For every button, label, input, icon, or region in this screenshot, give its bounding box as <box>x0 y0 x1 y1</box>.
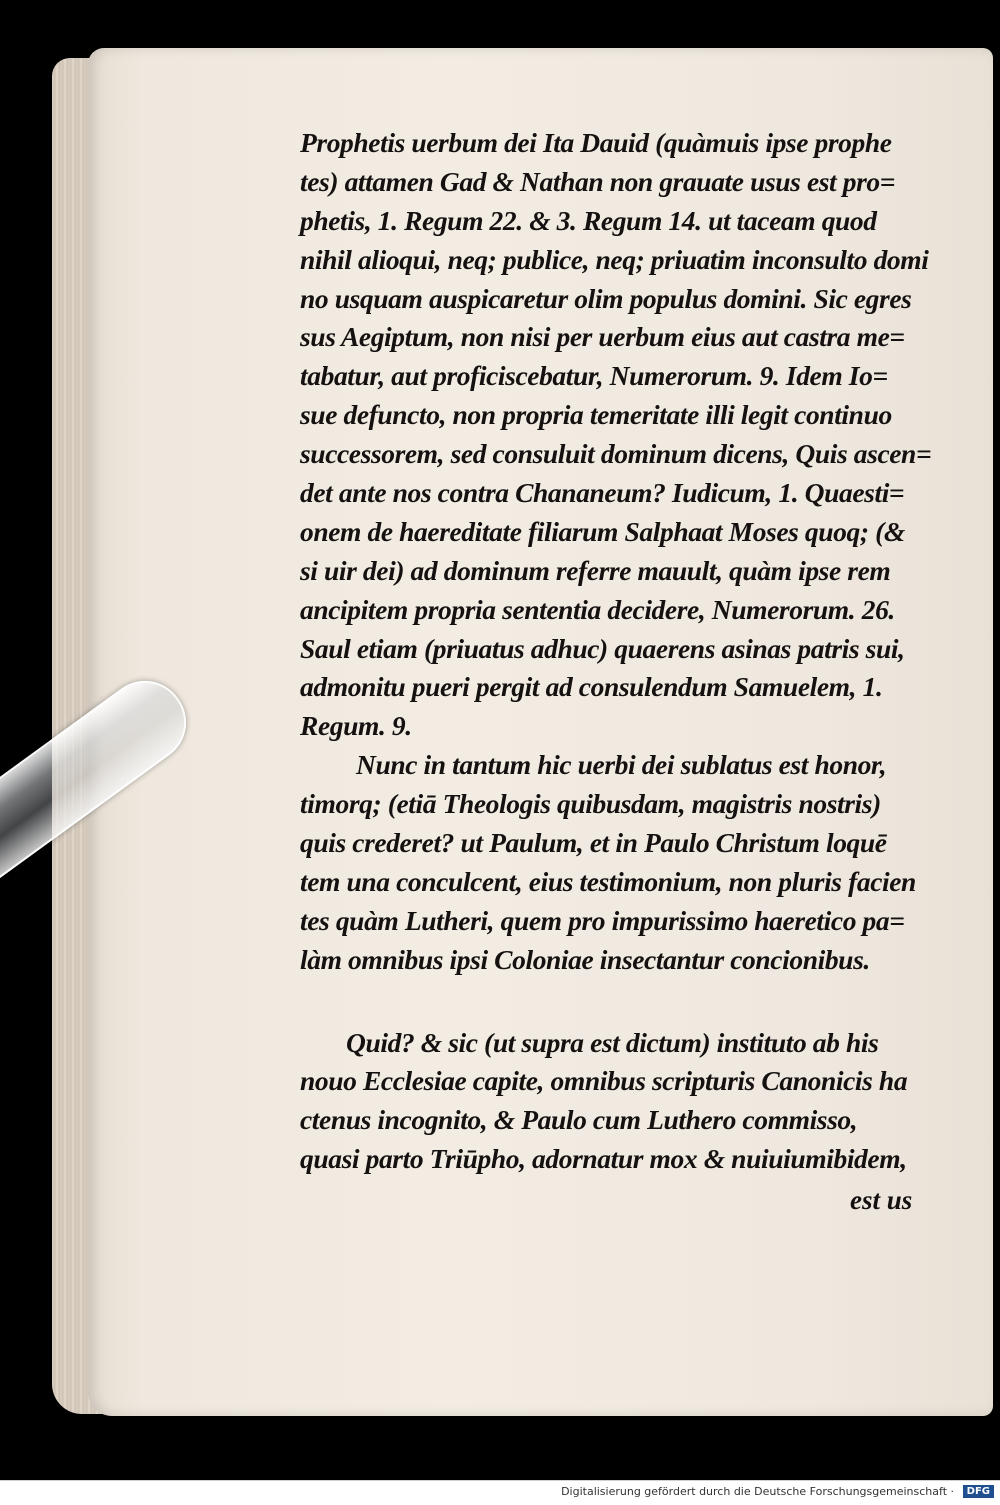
text-line: det ante nos contra Chananeum? Iudicum, 1. Quaesti= <box>300 477 905 509</box>
page-text <box>300 124 950 1179</box>
paragraph-2-line: tem una conculcent, eius testimonium, non pluris facien <box>300 865 916 897</box>
text-line: onem de haereditate filiarum Salphaat Moses quoq; (& <box>300 515 905 547</box>
paragraph-gap <box>300 980 950 1024</box>
text-line: Prophetis uerbum dei Ita Dauid (quàmuis ipse prophe <box>300 127 892 158</box>
catchword: est us <box>850 1185 913 1215</box>
text-line: successorem, sed consuluit dominum dicens, Quis ascen= <box>300 438 932 470</box>
text-line: sus Aegiptum, non nisi per uerbum eius aut castra me= <box>300 321 905 353</box>
text-line: si uir dei) ad dominum referre mauult, quàm ipse rem <box>300 554 891 586</box>
text-line: Regum. 9. <box>300 710 412 742</box>
text-line: no usquam auspicaretur olim populus domini. Sic egres <box>300 282 912 314</box>
funding-credit: Digitalisierung gefördert durch die Deutsche Forschungsgemeinschaft · <box>561 1485 954 1498</box>
paragraph-2-line: tes quàm Lutheri, quem pro impurissimo haeretico pa= <box>300 904 905 936</box>
paragraph-2-line: quis crederet? ut Paulum, et in Paulo Christum loquē <box>300 827 887 859</box>
paragraph-2-line: Nunc in tantum hic uerbi dei sublatus est honor, <box>356 749 887 781</box>
text-line: admonitu pueri pergit ad consulendum Samuelem, 1. <box>300 671 883 703</box>
text-line: ancipitem propria sententia decidere, Numerorum. 26. <box>300 593 895 625</box>
text-line: tabatur, aut proficiscebatur, Numerorum. 9. Idem Io= <box>300 360 888 392</box>
paragraph-3-line: Quid? & sic (ut supra est dictum) instituto ab his <box>346 1026 879 1058</box>
paragraph-2-line: làm omnibus ipsi Coloniae insectantur concionibus. <box>300 943 870 975</box>
digitization-footer <box>0 1480 1000 1505</box>
text-line: Saul etiam (priuatus adhuc) quaerens asinas patris sui, <box>300 632 905 664</box>
paragraph-3-line: ctenus incognito, & Paulo cum Luthero commisso, <box>300 1104 858 1136</box>
paragraph-3-line: nouo Ecclesiae capite, omnibus scripturis Canonicis ha <box>300 1065 908 1097</box>
text-line: tes) attamen Gad & Nathan non grauate usus est pro= <box>300 165 896 197</box>
paragraph-3-line: quasi parto Triūpho, adornatur mox & nuiuiumibidem, <box>300 1143 907 1175</box>
text-line: phetis, 1. Regum 22. & 3. Regum 14. ut taceam quod <box>300 204 877 236</box>
dfg-logo: DFG <box>963 1485 994 1498</box>
paragraph-2-line: timorq; (etiā Theologis quibusdam, magistris nostris) <box>300 788 881 820</box>
text-line: sue defuncto, non propria temeritate illi legit continuo <box>300 399 892 431</box>
text-line: nihil alioqui, neq; publice, neq; priuatim inconsulto domi <box>300 243 929 275</box>
